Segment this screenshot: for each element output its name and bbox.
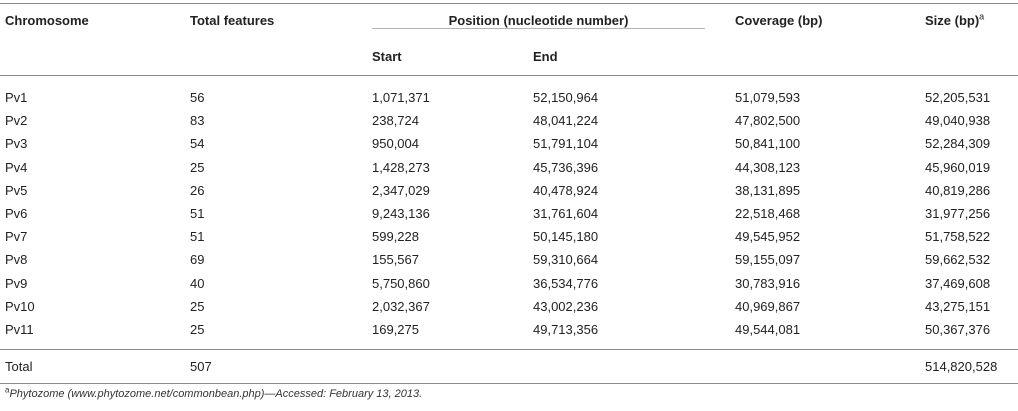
cell-chromosome: Pv6 <box>5 206 28 222</box>
cell-end: 45,736,396 <box>533 159 599 175</box>
table-row <box>0 295 1018 318</box>
header-start: Start <box>372 37 533 76</box>
cell-start: 155,567 <box>372 252 419 268</box>
table-row <box>0 272 1018 295</box>
cell-chromosome: Pv5 <box>5 182 28 198</box>
footnote-marker: a <box>5 385 10 395</box>
cell-end: 31,761,604 <box>533 206 599 222</box>
header-row-2 <box>0 37 1018 76</box>
table-row <box>0 225 1018 248</box>
cell-coverage: 49,545,952 <box>735 229 801 245</box>
cell-chromosome: Pv7 <box>5 229 28 245</box>
cell-size: 43,275,151 <box>925 298 991 314</box>
cell-end: 36,534,776 <box>533 275 599 291</box>
cell-size: 45,960,019 <box>925 159 991 175</box>
cell-coverage: 38,131,895 <box>735 182 801 198</box>
cell-total-features: 56 <box>190 90 205 106</box>
cell-total-features: 40 <box>190 275 205 291</box>
cell-end: 50,145,180 <box>533 229 599 245</box>
cell-chromosome: Pv8 <box>5 252 28 268</box>
table-row <box>0 179 1018 202</box>
cell-chromosome: Pv4 <box>5 159 28 175</box>
header-position-label: Position (nucleotide number) <box>372 13 705 29</box>
cell-total-features: 25 <box>190 321 205 337</box>
cell-end: 59,310,664 <box>533 252 599 268</box>
header-row-1 <box>0 4 1018 38</box>
cell-chromosome: Pv11 <box>5 321 34 337</box>
cell-size: 52,284,309 <box>925 136 991 152</box>
cell-size: 59,662,532 <box>925 252 991 268</box>
cell-total-features: 25 <box>190 159 205 175</box>
cell-end: 48,041,224 <box>533 113 599 129</box>
cell-chromosome: Pv3 <box>5 136 28 152</box>
header-chromosome: Chromosome <box>5 13 89 28</box>
cell-total-features: 51 <box>190 206 205 222</box>
header-coverage: Coverage (bp) <box>735 13 823 28</box>
cell-coverage: 30,783,916 <box>735 275 801 291</box>
cell-coverage: 47,802,500 <box>735 113 801 129</box>
cell-total-features: 69 <box>190 252 205 268</box>
table-row <box>0 132 1018 155</box>
cell-coverage: 49,544,081 <box>735 321 801 337</box>
table-row <box>0 318 1018 350</box>
header-total-features: Total features <box>190 13 275 28</box>
cell-end: 51,791,104 <box>533 136 599 152</box>
cell-size: 49,040,938 <box>925 113 991 129</box>
cell-size: 50,367,376 <box>925 321 991 337</box>
cell-total-features: 51 <box>190 229 205 245</box>
cell-size: 52,205,531 <box>925 90 991 106</box>
total-row <box>0 350 1018 384</box>
cell-size: 31,977,256 <box>925 206 991 222</box>
cell-total-features: 26 <box>190 182 205 198</box>
cell-coverage: 51,079,593 <box>735 90 801 106</box>
cell-end: 40,478,924 <box>533 182 599 198</box>
cell-end: 52,150,964 <box>533 90 599 106</box>
cell-end: 49,713,356 <box>533 321 599 337</box>
cell-start: 950,004 <box>372 136 419 152</box>
table-row <box>0 156 1018 179</box>
cell-chromosome: Pv1 <box>5 90 28 106</box>
cell-start: 5,750,860 <box>372 275 430 291</box>
header-position-group <box>372 4 735 38</box>
cell-start: 2,347,029 <box>372 182 430 198</box>
cell-size: 51,758,522 <box>925 229 991 245</box>
header-size-footnote-marker: a <box>979 11 985 22</box>
cell-coverage: 59,155,097 <box>735 252 801 268</box>
chromosome-table <box>0 3 1018 384</box>
table-footnote <box>5 385 423 400</box>
cell-chromosome: Pv2 <box>5 113 28 129</box>
cell-total-features: 83 <box>190 113 205 129</box>
total-size-value: 514,820,528 <box>925 350 1018 384</box>
total-label: Total <box>0 350 190 384</box>
header-size <box>925 4 1018 38</box>
header-end: End <box>533 37 735 76</box>
cell-chromosome: Pv9 <box>5 275 28 291</box>
footnote-text: Phytozome (www.phytozome.net/commonbean.php)—Accessed: February 13, 2013. <box>9 388 423 400</box>
cell-start: 9,243,136 <box>372 206 430 222</box>
cell-size: 37,469,608 <box>925 275 991 291</box>
cell-start: 599,228 <box>372 229 419 245</box>
cell-start: 1,071,371 <box>372 90 430 106</box>
table-row <box>0 248 1018 271</box>
cell-start: 169,275 <box>372 321 419 337</box>
cell-start: 238,724 <box>372 113 419 129</box>
total-features-value: 507 <box>190 350 372 384</box>
cell-start: 1,428,273 <box>372 159 430 175</box>
cell-chromosome: Pv10 <box>5 298 35 314</box>
cell-total-features: 54 <box>190 136 205 152</box>
table-row <box>0 109 1018 132</box>
table-row <box>0 202 1018 225</box>
cell-coverage: 22,518,468 <box>735 206 801 222</box>
cell-coverage: 50,841,100 <box>735 136 801 152</box>
cell-start: 2,032,367 <box>372 298 430 314</box>
table-body <box>0 76 1018 350</box>
cell-coverage: 44,308,123 <box>735 159 801 175</box>
cell-size: 40,819,286 <box>925 182 991 198</box>
cell-total-features: 25 <box>190 298 205 314</box>
cell-end: 43,002,236 <box>533 298 599 314</box>
cell-coverage: 40,969,867 <box>735 298 801 314</box>
table-row <box>0 76 1018 110</box>
header-size-label: Size (bp) <box>925 13 980 28</box>
